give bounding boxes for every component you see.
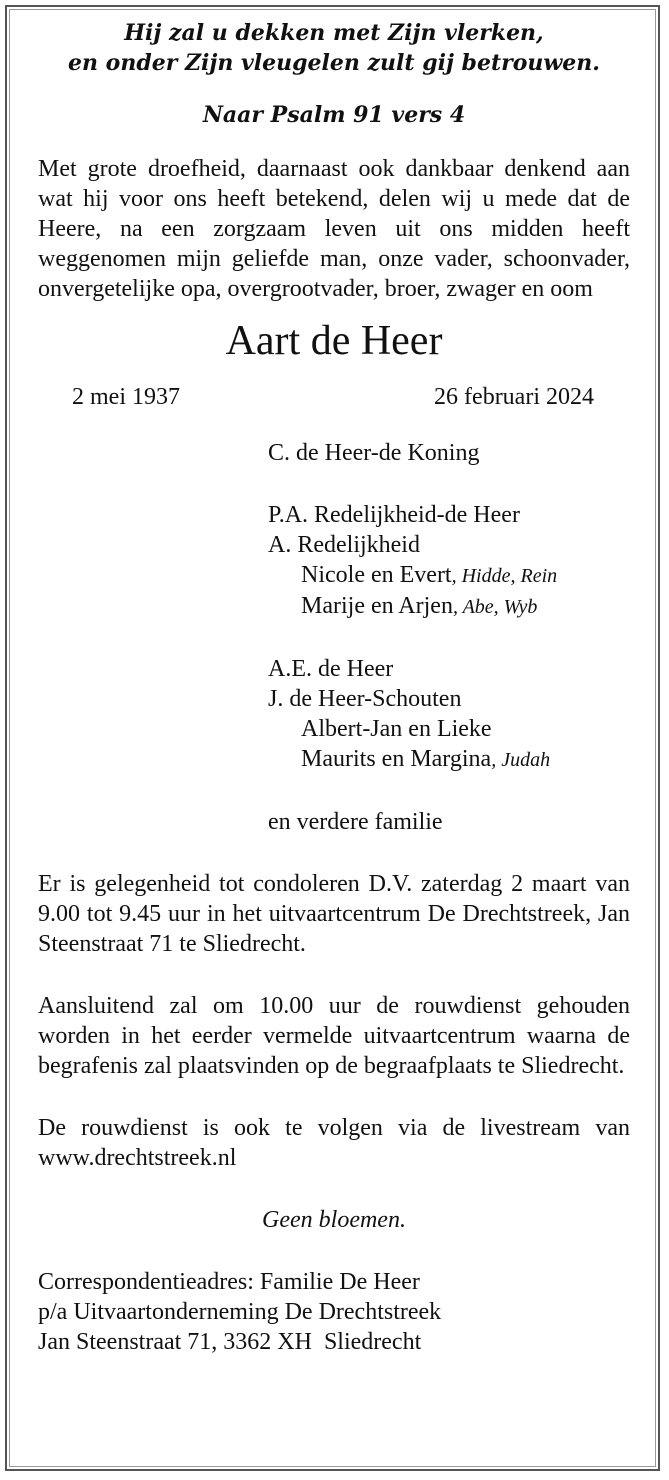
deceased-name: Aart de Heer xyxy=(225,318,443,364)
family-list xyxy=(268,438,630,837)
address-line-1: Correspondentieadres: Familie De Heer xyxy=(38,1269,420,1295)
family-member: J. de Heer-Schouten xyxy=(268,686,462,712)
grandchild xyxy=(268,560,630,591)
family-member: P.A. Redelijkheid-de Heer xyxy=(268,502,520,528)
birth-date: 2 mei 1937 xyxy=(72,384,180,410)
no-flowers-note: Geen bloemen. xyxy=(262,1207,406,1233)
grandchild-names: Albert-Jan en Lieke xyxy=(301,716,492,742)
spouse: C. de Heer-de Koning xyxy=(268,440,480,466)
family-member: A.E. de Heer xyxy=(268,656,394,682)
verse-reference: Naar Psalm 91 vers 4 xyxy=(202,102,466,128)
livestream-info: De rouwdienst is ook te volgen via de livestream van www.drechtstreek.nl xyxy=(38,1115,630,1171)
grandchild xyxy=(268,744,630,775)
great-grandchildren: , Judah xyxy=(491,749,551,771)
service-info: Aansluitend zal om 10.00 uur de rouwdienst gehouden worden in het eerder vermelde uitvaartcentrum waarna de begrafenis zal plaatsvinden op de begraafplaats te Sliedrecht. xyxy=(38,993,630,1079)
grandchild xyxy=(268,714,630,744)
intro-text: Met grote droefheid, daarnaast ook dankbaar denkend aan wat hij voor ons heeft betekend, delen wij u mede dat de Heere, na een zorgzaam leven uit ons midden heeft weggenomen mijn geliefde man, onze vader, schoonvader, onvergetelijke opa, overgrootvader, broer, zwager en oom xyxy=(38,156,630,302)
great-grandchildren: , Abe, Wyb xyxy=(452,596,538,618)
life-dates xyxy=(38,384,630,418)
correspondence-address xyxy=(38,1267,630,1357)
condolence-info: Er is gelegenheid tot condoleren D.V. zaterdag 2 maart van 9.00 tot 9.45 uur in het uitvaartcentrum De Drechtstreek, Jan Steenstraat 71 te Sliedrecht. xyxy=(38,871,630,957)
verse-line-2: en onder Zijn vleugelen zult gij betrouwen. xyxy=(68,50,600,76)
extended-family: en verdere familie xyxy=(268,809,443,835)
death-notice xyxy=(38,18,630,1357)
grandchild xyxy=(268,591,630,622)
family-member: A. Redelijkheid xyxy=(268,532,420,558)
grandchild-names: Nicole en Evert xyxy=(301,562,452,588)
bible-verse xyxy=(38,18,630,130)
address-line-2: p/a Uitvaartonderneming De Drechtstreek xyxy=(38,1299,442,1325)
great-grandchildren: , Hidde, Rein xyxy=(451,565,558,587)
grandchild-names: Maurits en Margina xyxy=(301,746,492,772)
address-line-3: Jan Steenstraat 71, 3362 XH Sliedrecht xyxy=(38,1329,422,1355)
death-date: 26 februari 2024 xyxy=(434,384,594,410)
verse-line-1: Hij zal u dekken met Zijn vlerken, xyxy=(124,20,544,46)
grandchild-names: Marije en Arjen xyxy=(301,593,453,619)
